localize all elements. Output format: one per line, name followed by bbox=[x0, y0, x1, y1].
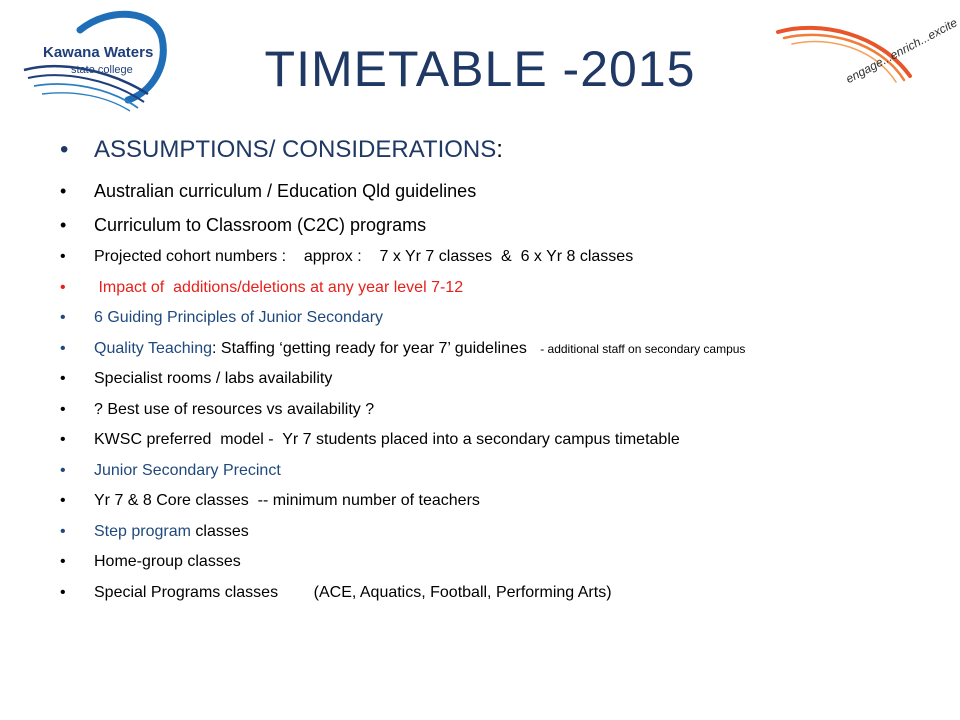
list-item bbox=[60, 273, 940, 304]
list-item-text: Special Programs classes (ACE, Aquatics, Football, Performing Arts) bbox=[94, 583, 612, 601]
tagline: engage...enrich...excite bbox=[843, 15, 960, 87]
assumptions-heading: ASSUMPTIONS/ CONSIDERATIONS bbox=[94, 136, 497, 163]
list-item bbox=[60, 425, 940, 456]
list-item bbox=[60, 128, 940, 172]
list-item bbox=[60, 208, 940, 242]
list-item bbox=[60, 303, 940, 334]
list-item bbox=[60, 547, 940, 578]
list-item-text: KWSC preferred model - Yr 7 students placed into a secondary campus timetable bbox=[94, 431, 680, 448]
list-item-text: 6 Guiding Principles of Junior Secondary bbox=[94, 309, 384, 326]
list-item-text: Projected cohort numbers : approx : 7 x Yr 7 classes & 6 x Yr 8 classes bbox=[94, 248, 634, 265]
list-item-text: Impact of additions/deletions at any year level 7-12 bbox=[94, 278, 464, 296]
list-item-text: classes bbox=[190, 522, 249, 540]
quality-teaching-label: Quality Teaching bbox=[94, 339, 212, 357]
list-item bbox=[60, 242, 940, 273]
list-item bbox=[60, 456, 940, 487]
school-subtitle: state college bbox=[71, 64, 133, 76]
school-name: Kawana Waters bbox=[43, 44, 154, 61]
list-item bbox=[60, 334, 940, 365]
list-item bbox=[60, 395, 940, 426]
heading-colon: : bbox=[496, 136, 503, 163]
list-item-text: Specialist rooms / labs availability bbox=[94, 370, 333, 387]
list-item-note: - additional staff on secondary campus bbox=[540, 341, 746, 356]
list-item-text: : Staffing ‘getting ready for year 7’ guidelines bbox=[212, 339, 541, 357]
list-item bbox=[60, 174, 940, 208]
bullet-list bbox=[60, 128, 940, 608]
list-item-text: Australian curriculum / Education Qld guidelines bbox=[94, 181, 477, 201]
list-item-text: Home-group classes bbox=[94, 553, 241, 570]
list-item-text: ? Best use of resources vs availability ? bbox=[94, 400, 375, 418]
list-item-text: Curriculum to Classroom (C2C) programs bbox=[94, 215, 427, 235]
list-item bbox=[60, 578, 940, 609]
page-title: TIMETABLE -2015 bbox=[264, 41, 696, 97]
list-item bbox=[60, 364, 940, 395]
list-item-text: Yr 7 & 8 Core classes -- minimum number of teachers bbox=[94, 492, 480, 509]
list-item bbox=[60, 486, 940, 517]
list-item-text: Junior Secondary Precinct bbox=[94, 461, 281, 479]
list-item bbox=[60, 517, 940, 548]
step-program-label: Step program bbox=[94, 522, 191, 540]
